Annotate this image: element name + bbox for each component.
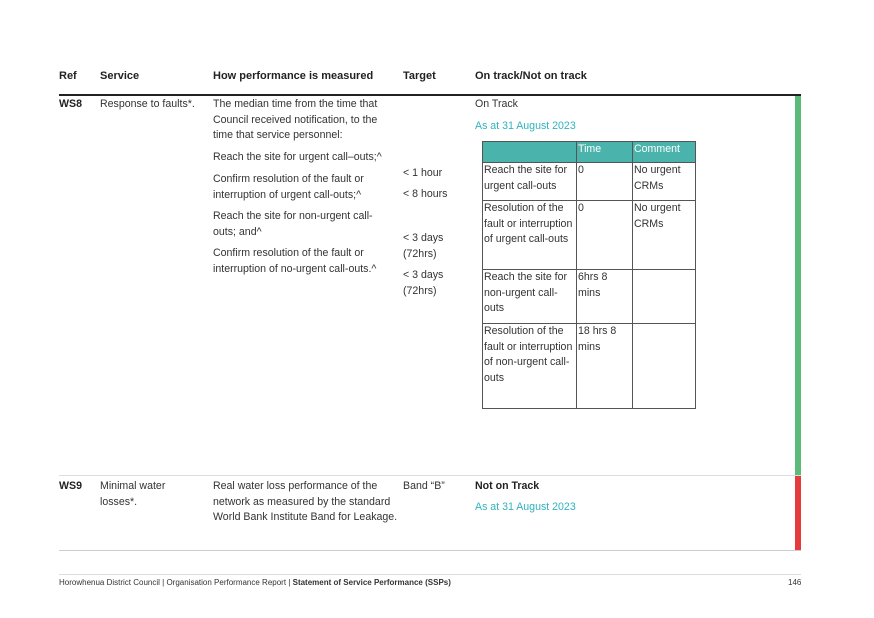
- table-cell: Resolution of the fault or interruption of urgent call-outs: [483, 201, 577, 270]
- measure-item: Confirm resolution of the fault or interruption of no-urgent call-outs.^: [213, 247, 377, 275]
- target-value: < 3 days (72hrs): [403, 232, 444, 260]
- measure-item: Reach the site for urgent call–outs;^: [213, 151, 382, 163]
- target-value: < 3 days (72hrs): [403, 269, 444, 297]
- page-number: 146: [788, 578, 802, 587]
- table-header-cell: Time: [577, 142, 633, 163]
- table-cell: Reach the site for non-urgent call-outs: [483, 270, 577, 324]
- target-value: Band “B”: [403, 480, 445, 492]
- row-ref: WS9: [59, 480, 82, 492]
- table-cell: [633, 324, 696, 409]
- table-cell: Reach the site for urgent call-outs: [483, 163, 577, 201]
- table-cell: No urgent CRMs: [633, 163, 696, 201]
- measure-item: Reach the site for non-urgent call-outs; and^: [213, 210, 373, 238]
- header-target: Target: [403, 70, 436, 82]
- response-times-table: [482, 141, 696, 409]
- table-cell: 6hrs 8 mins: [577, 270, 633, 324]
- row-service: Minimal water losses*.: [100, 480, 166, 508]
- table-row: [483, 163, 696, 201]
- row-measure-intro: The median time from the time that Council received notification, to the time that service personnel:: [213, 98, 378, 141]
- table-cell: [633, 270, 696, 324]
- table-header-cell: Comment: [633, 142, 696, 163]
- as-at-date: As at 31 August 2023: [475, 501, 576, 513]
- row-ref: WS8: [59, 98, 82, 110]
- footer-divider: [59, 574, 801, 575]
- target-value: < 1 hour: [403, 167, 443, 179]
- header-service: Service: [100, 70, 140, 82]
- status-text: Not on Track: [475, 480, 540, 492]
- table-cell: 0: [577, 163, 633, 201]
- header-status: On track/Not on track: [475, 70, 587, 82]
- as-at-date: As at 31 August 2023: [475, 120, 576, 132]
- measure-item: Confirm resolution of the fault or interruption of urgent call-outs;^: [213, 173, 364, 201]
- header-divider: [59, 94, 801, 96]
- status-bar-on-track: [795, 96, 801, 475]
- footer-text: [59, 578, 451, 587]
- table-cell: Resolution of the fault or interruption of non-urgent call-outs: [483, 324, 577, 409]
- header-ref: Ref: [59, 70, 77, 82]
- table-row: [483, 324, 696, 409]
- header-measure: How performance is measured: [213, 70, 374, 82]
- row-divider: [59, 475, 801, 476]
- footer-section: Statement of Service Performance (SSPs): [292, 578, 451, 587]
- row-divider: [59, 550, 801, 551]
- status-text: On Track: [475, 98, 518, 110]
- table-cell: 0: [577, 201, 633, 270]
- status-bar-not-on-track: [795, 476, 801, 550]
- table-row: [483, 270, 696, 324]
- row-service: Response to faults*.: [100, 98, 195, 110]
- table-row: [483, 201, 696, 270]
- row-measure: Real water loss performance of the network as measured by the standard World Bank Institute Band for Leakage.: [213, 480, 398, 523]
- table-cell: No urgent CRMs: [633, 201, 696, 270]
- target-value: < 8 hours: [403, 188, 448, 200]
- table-cell: 18 hrs 8 mins: [577, 324, 633, 409]
- table-header-row: [483, 142, 696, 163]
- table-header-cell: [483, 142, 577, 163]
- footer-org: Horowhenua District Council | Organisation Performance Report |: [59, 578, 291, 587]
